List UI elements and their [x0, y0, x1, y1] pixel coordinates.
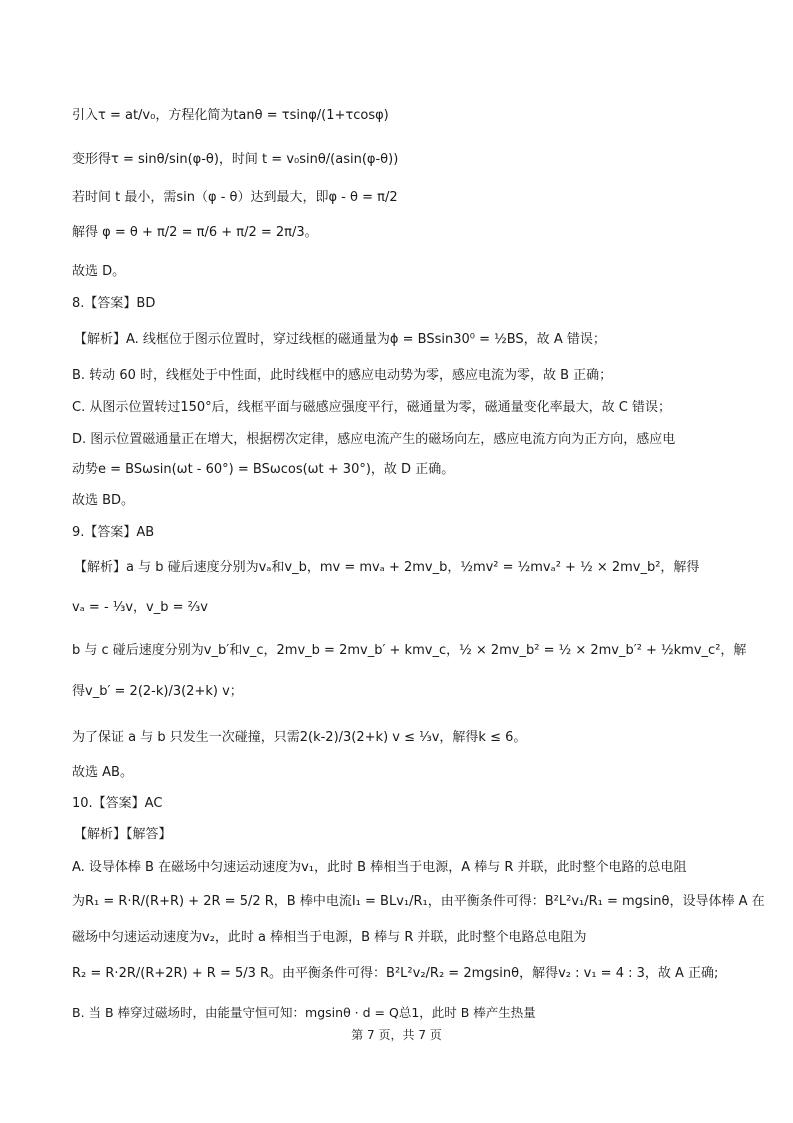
line-5: 故选 D。 — [72, 264, 126, 279]
line-13: 9.【答案】AB — [72, 525, 155, 540]
line-10: D. 图示位置磁通量正在增大，根据楞次定律，感应电流产生的磁场向左，感应电流方向为正方向，感应电 — [72, 432, 676, 447]
line-24: 磁场中匀速运动速度为v₂，此时 a 棒相当于电源，B 棒与 R 并联，此时整个电路总电阻为 — [72, 930, 587, 945]
line-25: R₂ = R·2R/(R+2R) + R = 5/3 R。由平衡条件可得：B²L²v₂/R₂ = 2mgsinθ，解得v₂ : v₁ = 4 : 3，故 A 正确; — [72, 966, 719, 981]
line-8: B. 转动 60 时，线框处于中性面，此时线框中的感应电动势为零，感应电流为零，故 B 正确； — [72, 368, 613, 383]
line-4: 解得 φ = θ + π/2 = π/6 + π/2 = 2π/3。 — [72, 225, 318, 240]
line-20: 10.【答案】AC — [72, 796, 163, 811]
line-19: 故选 AB。 — [72, 765, 133, 780]
line-17: 得v_b′ = 2(2-k)/3(2+k) v； — [72, 684, 243, 699]
line-2: 变形得τ = sinθ/sin(φ-θ)，时间 t = v₀sinθ/(asin(φ-θ)) — [72, 152, 399, 167]
line-21: 【解析】【解答】 — [74, 827, 172, 842]
line-14: 【解析】a 与 b 碰后速度分别为vₐ和v_b，mv = mvₐ + 2mv_b，½mv² = ½mvₐ² + ½ × 2mv_b²，解得 — [74, 560, 700, 575]
line-22: A. 设导体棒 B 在磁场中匀速运动速度为v₁，此时 B 棒相当于电源，A 棒与 R 并联，此时整个电路的总电阻 — [72, 860, 687, 875]
line-11: 动势e = BSωsin(ωt - 60°) = BSωcos(ωt + 30°)，故 D 正确。 — [72, 462, 455, 477]
line-3: 若时间 t 最小，需sin（φ - θ）达到最大，即φ - θ = π/2 — [72, 190, 398, 205]
line-16: b 与 c 碰后速度分别为v_b′和v_c，2mv_b = 2mv_b′ + kmv_c，½ × 2mv_b² = ½ × 2mv_b′² + ½kmv_c²，解 — [72, 643, 747, 658]
line-12: 故选 BD。 — [72, 493, 135, 508]
line-23: 为R₁ = R·R/(R+R) + 2R = 5/2 R，B 棒中电流I₁ = BLv₁/R₁，由平衡条件可得：B²L²v₁/R₁ = mgsinθ，设导体棒 A 在 — [72, 894, 765, 909]
line-9: C. 从图示位置转过150°后，线框平面与磁感应强度平行，磁通量为零，磁通量变化率最大，故 C 错误； — [72, 400, 671, 415]
line-1: 引入τ = at/v₀，方程化简为tanθ = τsinφ/(1+τcosφ) — [72, 108, 389, 123]
line-7: 【解析】A. 线框位于图示位置时，穿过线框的磁通量为ϕ = BSsin30⁰ = ½BS，故 A 错误； — [74, 332, 606, 347]
page-footer: 第 7 页，共 7 页 — [351, 1028, 442, 1042]
line-15: vₐ = - ⅓v，v_b = ⅔v — [72, 600, 208, 615]
line-26: B. 当 B 棒穿过磁场时，由能量守恒可知：mgsinθ · d = Q总1，此时 B 棒产生热量 — [72, 1005, 536, 1020]
line-6: 8.【答案】BD — [72, 296, 156, 311]
line-18: 为了保证 a 与 b 只发生一次碰撞，只需2(k-2)/3(2+k) v ≤ ⅓v，解得k ≤ 6。 — [72, 730, 527, 745]
